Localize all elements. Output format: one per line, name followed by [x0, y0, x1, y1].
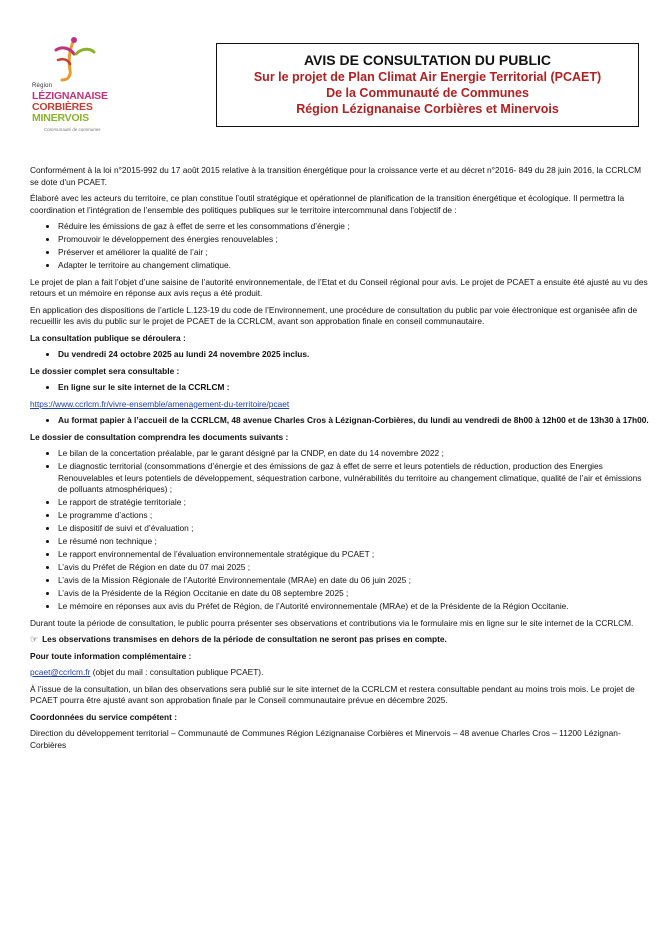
list-item: • Le rapport environnemental de l’évaluation environnementale stratégique du PCAET ; — [58, 549, 650, 561]
info-heading: Pour toute information complémentaire : — [30, 650, 192, 661]
dossier-online: • En ligne sur le site internet de la CCRLCM : — [58, 382, 650, 394]
contact-heading: Coordonnées du service compétent : — [30, 711, 177, 722]
page-title: AVIS DE CONSULTATION DU PUBLIC — [303, 52, 552, 68]
list-item: • Le bilan de la concertation préalable, par le garant désigné par la CNDP, en date du 14 novembre 2022 ; — [58, 448, 650, 460]
list-item: • Le mémoire en réponses aux avis du Préfet de Région, de l’Autorité environnementale (MRAe) et de la Présidente de la Région Occitanie. — [58, 601, 650, 613]
email-paragraph — [30, 667, 650, 679]
list-item: • Le dispositif de suivi et d’évaluation ; — [58, 523, 650, 535]
saisine-paragraph: Le projet de plan a fait l’objet d’une saisine de l’autorité environnementale, de l’Etat et du Conseil régional pour avis. Le projet de PCAET a ensuite été ajusté au vu des retours et un mémoire en réponse aux avis reçus a été produit. — [30, 276, 648, 298]
list-item: • Réduire les émissions de gaz à effet de serre et les consommations d’énergie ; — [58, 221, 650, 233]
list-item: • L’avis du Préfet de Région en date du 07 mai 2025 ; — [58, 562, 650, 574]
notice-body — [30, 165, 650, 756]
logo-line-5: Communauté de communes — [44, 127, 101, 132]
email-link[interactable]: pcaet@ccrlcm.fr — [30, 667, 91, 677]
contact-paragraph: Direction du développement territorial – Communauté de Communes Région Lézignanaise Corbières et Minervois – 48 avenue Charles Cros – 11200 Lézignan-Corbières — [30, 728, 621, 750]
list-item: • L’avis de la Présidente de la Région Occitanie en date du 08 septembre 2025 ; — [58, 588, 650, 600]
list-item: • Le programme d’actions ; — [58, 510, 650, 522]
list-item: • Le rapport de stratégie territoriale ; — [58, 497, 650, 509]
list-item: • Le résumé non technique ; — [58, 536, 650, 548]
application-paragraph: En application des dispositions de l’article L.123-19 du code de l’Environnement, une procédure de consultation du public par voie électronique est organisée afin de recueillir les avis du public sur le projet de PCAET de la CCRLCM, avant son approbation finale en conseil communautaire. — [30, 304, 638, 326]
logo-line-1: Région — [32, 83, 53, 89]
dossier-paper: • Au format papier à l’accueil de la CCRLCM, 48 avenue Charles Cros à Lézignan-Corbières, du lundi au vendredi de 8h00 à 12h00 et de 13h30 à 17h00. — [58, 415, 650, 427]
logo-line-3: CORBIÈRES — [32, 101, 93, 113]
warning-paragraph — [30, 634, 650, 646]
observations-paragraph: Durant toute la période de consultation, le public pourra présenter ses observations et contributions via le formulaire mis en ligne sur le site internet de la CCRLCM. — [30, 617, 634, 628]
dossier-heading: Le dossier complet sera consultable : — [30, 365, 180, 376]
email-note: (objet du mail : consultation publique PCAET). — [90, 667, 264, 677]
logo-mark-icon — [44, 36, 100, 82]
elaboration-paragraph: Élaboré avec les acteurs du territoire, ce plan constitue l’outil stratégique et opérationnel de planification de la transition énergétique et écologique. Il permettra la coordination et l’intégration de l’ensemble des politiques publiques sur le territoire intercommunal dans l’objectif de : — [30, 193, 625, 215]
dossier-url-link[interactable]: https://www.ccrlcm.fr/vivre-ensemble/amenagement-du-territoire/pcaet — [30, 398, 290, 409]
warning-text: Les observations transmises en dehors de la période de consultation ne seront pas prises en compte. — [42, 634, 447, 644]
documents-list — [30, 448, 650, 613]
consultation-dates: • Du vendredi 24 octobre 2025 au lundi 24 novembre 2025 inclus. — [58, 349, 650, 361]
intro-paragraph: Conformément à la loi n°2015-992 du 17 août 2015 relative à la transition énergétique pour la croissance verte et au décret n°2016- 849 du 28 juin 2016, la CCRLCM se dote d’un PCAET. — [30, 165, 642, 187]
list-item: • Adapter le territoire au changement climatique. — [58, 260, 650, 272]
list-item: • Promouvoir le développement des énergies renouvelables ; — [58, 234, 650, 246]
documents-heading: Le dossier de consultation comprendra les documents suivants : — [30, 431, 289, 442]
list-item: • Le diagnostic territorial (consommations d’énergie et des émissions de gaz à effet de serre et leurs potentiels de réduction, production des Energies Renouvelables et leurs potentiels de développement, séquestration carbone, vulnérabilités du territoire au changement climatique, qualité de l’air et émissions de polluants atmosphériques) ; — [58, 461, 650, 496]
list-item: • L’avis de la Mission Régionale de l’Autorité Environnementale (MRAe) en date du 06 juin 2025 ; — [58, 575, 650, 587]
pointing-hand-icon: ☞ — [30, 634, 39, 644]
logo — [28, 36, 132, 140]
dossier-paper-list — [30, 415, 650, 427]
dossier-online-list — [30, 382, 650, 394]
subtitle-project: Sur le projet de Plan Climat Air Energie Territorial (PCAET) — [253, 70, 602, 84]
logo-line-4: MINERVOIS — [32, 112, 89, 124]
logo-line-2: LÉZIGNANAISE — [32, 90, 108, 102]
list-item: • Préserver et améliorer la qualité de l’air ; — [58, 247, 650, 259]
title-box — [216, 43, 639, 127]
bilan-paragraph: À l’issue de la consultation, un bilan des observations sera publié sur le site internet de la CCRLCM et restera consultable pendant au moins trois mois. Le projet de PCAET pourra être ajusté avant son approbation finale par le Conseil communautaire prévue en décembre 2025. — [30, 683, 635, 705]
consultation-heading: La consultation publique se déroulera : — [30, 332, 186, 343]
subtitle-region: Région Lézignanaise Corbières et Minervois — [296, 102, 559, 116]
objectives-list — [30, 221, 650, 272]
subtitle-community: De la Communauté de Communes — [326, 86, 529, 100]
consultation-dates-list — [30, 349, 650, 361]
